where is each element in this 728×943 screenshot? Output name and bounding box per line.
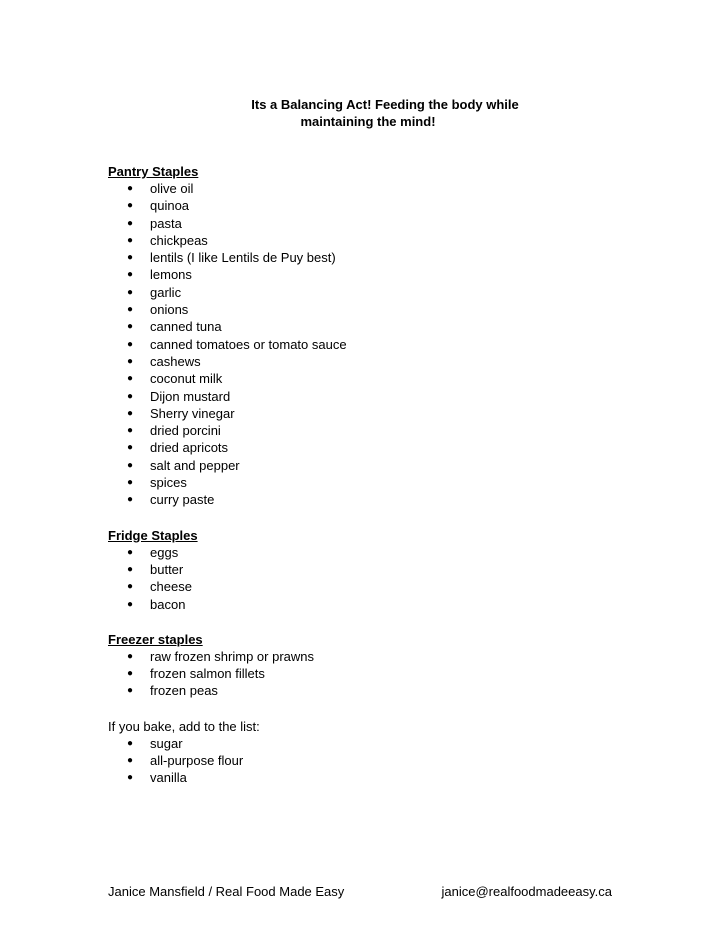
section-fridge-staples <box>108 527 668 613</box>
item-list <box>108 180 668 509</box>
list-item <box>108 180 668 197</box>
list-item-text: frozen salmon fillets <box>150 666 265 682</box>
list-item <box>108 301 668 318</box>
bullet-icon: ● <box>127 304 134 316</box>
list-item-text: lemons <box>150 267 192 283</box>
bullet-icon: ● <box>127 183 134 194</box>
list-item <box>108 596 668 613</box>
list-item-text: bacon <box>150 596 186 612</box>
list-item <box>108 491 668 508</box>
section-baking <box>108 718 668 787</box>
list-item-text: dried porcini <box>150 423 221 439</box>
list-item <box>108 318 668 335</box>
section-heading: Fridge Staples <box>108 527 198 543</box>
bullet-icon: ● <box>127 772 134 784</box>
list-item <box>108 197 668 214</box>
list-item-text: eggs <box>150 544 179 560</box>
list-item-text: canned tomatoes or tomato sauce <box>150 336 347 352</box>
list-item <box>108 769 668 786</box>
list-item-text: spices <box>150 475 187 491</box>
list-item-text: butter <box>150 561 184 577</box>
list-item <box>108 388 668 405</box>
footer-author: Janice Mansfield / Real Food Made Easy <box>108 884 345 899</box>
list-item-text: coconut milk <box>150 371 223 387</box>
bullet-icon: ● <box>127 563 134 575</box>
bullet-icon: ● <box>127 234 134 246</box>
list-item-text: all-purpose flour <box>150 753 244 769</box>
bullet-icon: ● <box>127 269 134 281</box>
item-list <box>108 735 668 787</box>
list-item <box>108 735 668 752</box>
bullet-icon: ● <box>127 685 134 697</box>
section-heading: Pantry Staples <box>108 164 199 179</box>
list-item-text: chickpeas <box>150 232 208 248</box>
list-item-text: cheese <box>150 579 192 595</box>
list-item-text: lentils (I like Lentils de Puy best) <box>150 250 336 266</box>
list-item <box>108 422 668 439</box>
list-item <box>108 405 668 422</box>
list-item <box>108 249 668 266</box>
list-item-text: frozen peas <box>150 683 218 699</box>
section-heading: If you bake, add to the list: <box>108 718 260 734</box>
list-item <box>108 284 668 301</box>
bullet-icon: ● <box>127 355 134 367</box>
bullet-icon: ● <box>127 668 134 680</box>
list-item <box>108 370 668 387</box>
footer-email: janice@realfoodmadeeasy.ca <box>441 884 612 899</box>
bullet-icon: ● <box>127 755 134 767</box>
bullet-icon: ● <box>127 217 134 229</box>
document-title <box>0 96 728 130</box>
list-item <box>108 336 668 353</box>
list-item-text: cashews <box>150 353 201 369</box>
list-item-text: Sherry vinegar <box>150 405 235 421</box>
list-item <box>108 215 668 232</box>
bullet-icon: ● <box>127 252 134 264</box>
list-item <box>108 648 668 665</box>
bullet-icon: ● <box>127 650 134 662</box>
section-heading: Freezer staples <box>108 631 203 647</box>
bullet-icon: ● <box>127 286 134 298</box>
bullet-icon: ● <box>127 459 134 471</box>
list-item <box>108 544 668 561</box>
list-item-text: quinoa <box>150 198 190 214</box>
list-item <box>108 665 668 682</box>
bullet-icon: ● <box>127 407 134 419</box>
list-item <box>108 439 668 456</box>
list-item-text: olive oil <box>150 181 194 196</box>
bullet-icon: ● <box>127 442 134 454</box>
title-line-1: Its a Balancing Act! Feeding the body while <box>251 97 519 112</box>
bullet-icon: ● <box>127 494 134 506</box>
list-item-text: raw frozen shrimp or prawns <box>150 648 314 664</box>
document-body <box>108 163 668 805</box>
title-line-2: maintaining the mind! <box>300 114 436 129</box>
bullet-icon: ● <box>127 321 134 333</box>
list-item-text: curry paste <box>150 492 215 508</box>
list-item <box>108 232 668 249</box>
list-item-text: onions <box>150 302 189 318</box>
list-item-text: Dijon mustard <box>150 388 231 404</box>
list-item-text: vanilla <box>150 770 187 786</box>
list-item-text: sugar <box>150 735 183 751</box>
list-item-text: garlic <box>150 284 182 300</box>
bullet-icon: ● <box>127 338 134 350</box>
list-item-text: salt and pepper <box>150 457 240 473</box>
bullet-icon: ● <box>127 200 134 212</box>
item-list <box>108 648 668 700</box>
list-item-text: dried apricots <box>150 440 229 456</box>
list-item <box>108 474 668 491</box>
list-item <box>108 578 668 595</box>
list-item-text: canned tuna <box>150 319 222 335</box>
list-item <box>108 682 668 699</box>
bullet-icon: ● <box>127 477 134 489</box>
bullet-icon: ● <box>127 546 134 558</box>
bullet-icon: ● <box>127 598 134 610</box>
list-item <box>108 752 668 769</box>
bullet-icon: ● <box>127 425 134 437</box>
list-item <box>108 353 668 370</box>
bullet-icon: ● <box>127 737 134 749</box>
list-item <box>108 561 668 578</box>
list-item-text: pasta <box>150 215 182 231</box>
bullet-icon: ● <box>127 581 134 593</box>
bullet-icon: ● <box>127 390 134 402</box>
list-item <box>108 457 668 474</box>
bullet-icon: ● <box>127 373 134 385</box>
section-freezer-staples <box>108 631 668 700</box>
list-item <box>108 266 668 283</box>
section-pantry-staples <box>108 163 668 509</box>
item-list <box>108 544 668 613</box>
